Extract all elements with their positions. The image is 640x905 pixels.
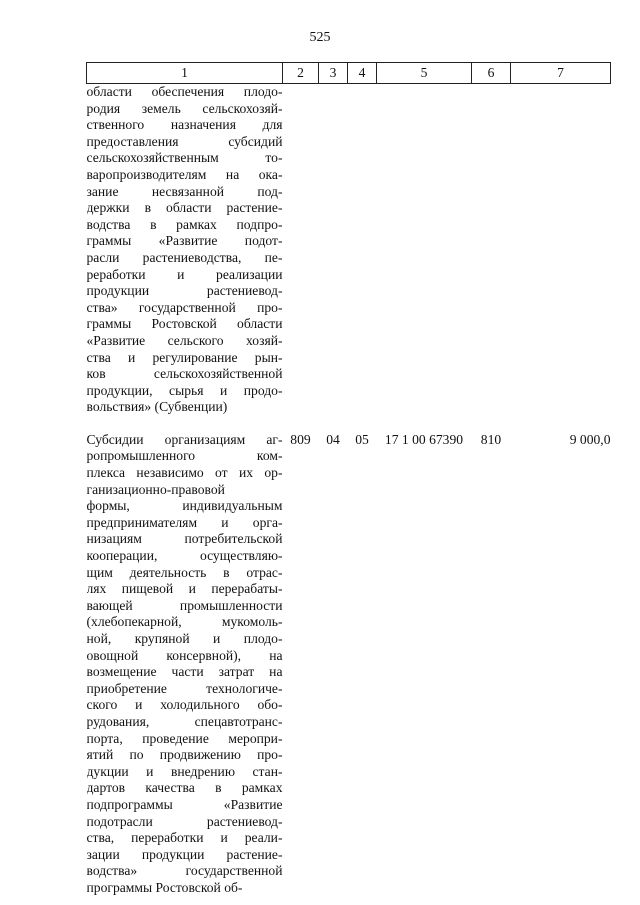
description-line: рудования, спецавтотранс-: [86, 713, 283, 729]
description-line: подпрограммы «Развитие: [86, 796, 283, 812]
description-line: ятий по продвижению про-: [86, 747, 283, 763]
description-line: родия земель сельскохозяй-: [86, 100, 283, 116]
description-line: продукции растениевод-: [86, 283, 283, 299]
description-line: вающей промышленности: [86, 597, 283, 613]
description-line: реработки и реализации: [86, 266, 283, 282]
description-line: ков сельскохозяйственной: [86, 366, 283, 382]
column-header-1: 1: [87, 63, 283, 84]
description-line: овощной консервной), на: [86, 647, 283, 663]
description-line: подотрасли растениевод-: [86, 813, 283, 829]
table-header-row: [87, 63, 611, 84]
description-line: граммы Ростовской области: [86, 316, 283, 332]
description-line: держки в области растение-: [86, 200, 283, 216]
description-line: дукции и внедрению стан-: [86, 763, 283, 779]
description-line: ропромышленного ком-: [86, 448, 283, 464]
cell-col2: 809: [290, 431, 311, 447]
description-line: щим деятельность в отрас-: [86, 564, 283, 580]
description-line: возмещение части затрат на: [86, 664, 283, 680]
description-line: водства» государственной: [86, 863, 283, 879]
cell-col6: [472, 84, 511, 416]
description-line: ства» государственной про-: [86, 299, 283, 315]
page-number: 525: [309, 30, 331, 45]
description-line: Субсидии организациям аг-: [86, 431, 283, 447]
column-header-4: 4: [348, 63, 377, 84]
row-description: [87, 432, 283, 897]
cell-col5: [377, 84, 472, 416]
description-line: ского и холодильного обо-: [86, 697, 283, 713]
row-description: [87, 84, 283, 416]
description-line: ной, крупяной и плодо-: [86, 631, 283, 646]
description-line: вольствия» (Субвенции): [86, 399, 228, 415]
column-header-6: 6: [472, 63, 511, 84]
description-line: продукции, сырья и продо-: [86, 382, 283, 398]
description-line: сельскохозяйственным то-: [86, 150, 283, 166]
budget-table: [86, 62, 611, 897]
description-line: ственного назначения для: [86, 117, 283, 133]
description-line: граммы «Развитие подот-: [86, 233, 283, 249]
description-line: плекса независимо от их ор-: [86, 465, 283, 481]
cell-col4: [348, 84, 377, 416]
description-line: предпринимателям и орга-: [86, 514, 283, 530]
description-line: (хлебопекарной, мукомоль-: [86, 614, 283, 630]
table-row: [87, 432, 611, 897]
description-line: зание несвязанной под-: [86, 183, 283, 199]
column-header-2: 2: [283, 63, 319, 84]
description-line: дартов качества в рамках: [86, 780, 283, 796]
description-line: кооперации, осуществляю-: [86, 548, 283, 564]
description-line: водства в рамках подпро-: [86, 216, 283, 232]
description-line: «Развитие сельского хозяй-: [86, 332, 283, 348]
description-line: порта, проведение меропри-: [86, 730, 283, 746]
column-header-7: 7: [511, 63, 611, 84]
description-line: программы Ростовской об-: [86, 879, 243, 895]
description-line: расли растениеводства, пе-: [86, 249, 283, 265]
cell-col4: 05: [355, 431, 369, 447]
description-line: приобретение технологиче-: [86, 680, 283, 696]
column-header-5: 5: [377, 63, 472, 84]
cell-col3: [319, 84, 348, 416]
description-line: низациям потребительской: [86, 531, 283, 547]
description-line: формы, индивидуальным: [86, 498, 283, 514]
cell-col6: 810: [480, 431, 502, 447]
table-row: [87, 84, 611, 416]
cell-col2: [283, 84, 319, 416]
description-line: ства и регулирование рын-: [86, 349, 283, 365]
description-line: ганизационно-правовой: [86, 481, 225, 497]
description-line: лях пищевой и перерабаты-: [86, 581, 283, 597]
cell-col5: 17 1 00 67390: [384, 431, 464, 447]
cell-col3: 04: [326, 431, 340, 447]
description-line: предоставления субсидий: [86, 133, 283, 149]
cell-col7: 9 000,0: [569, 431, 611, 447]
description-line: области обеспечения плодо-: [86, 84, 283, 99]
description-line: зации продукции растение-: [86, 846, 283, 862]
column-header-3: 3: [319, 63, 348, 84]
cell-col7: [511, 84, 611, 416]
description-line: варопроизводителям на ока-: [86, 166, 283, 182]
row-spacer: [87, 416, 611, 432]
description-line: ства, переработки и реали-: [86, 830, 283, 846]
